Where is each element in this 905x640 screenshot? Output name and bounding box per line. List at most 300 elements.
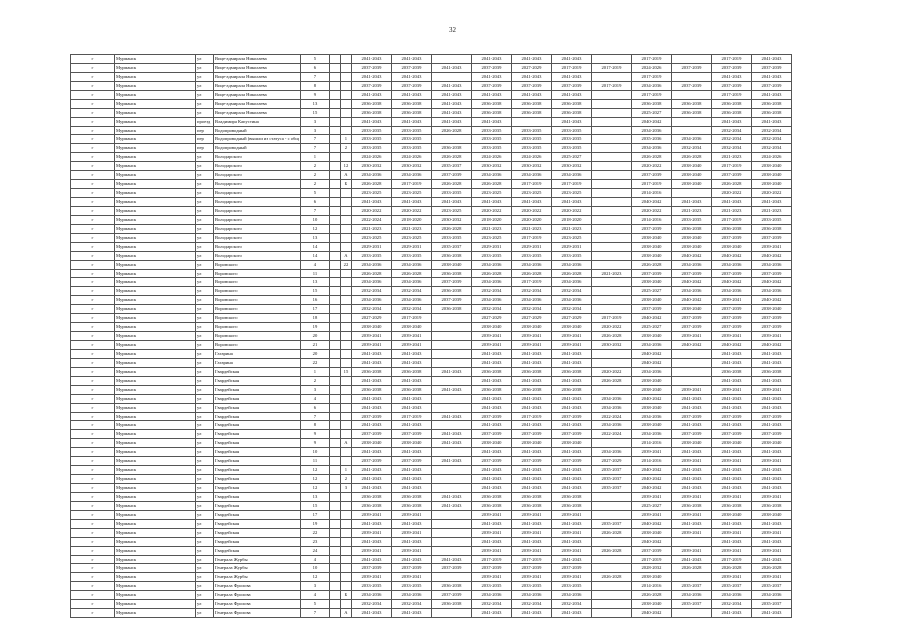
table-cell: г xyxy=(71,394,115,403)
table-cell: 2033-2035 xyxy=(551,582,591,591)
table-cell: 2034-2036 xyxy=(671,135,711,144)
table-cell: 2039-2041 xyxy=(671,528,711,537)
table-cell: 2038-2040 xyxy=(751,162,791,171)
table-cell xyxy=(431,135,471,144)
table-cell: 2038-2040 xyxy=(671,305,711,314)
table-cell: 2041-2043 xyxy=(511,349,551,358)
table-cell: 2038-2040 xyxy=(471,323,511,332)
table-cell: ул xyxy=(196,600,214,609)
table-cell: Мурманск xyxy=(115,439,196,448)
table-cell: г xyxy=(71,475,115,484)
table-cell: ул xyxy=(196,358,214,367)
table-cell: ул xyxy=(196,332,214,341)
table-cell: 2041-2043 xyxy=(351,117,391,126)
table-cell: 2038-2040 xyxy=(631,528,671,537)
table-cell: 2034-2036 xyxy=(631,341,671,350)
table-cell: Мурманск xyxy=(115,349,196,358)
table-cell: 2023-2025 xyxy=(351,233,391,242)
table-cell: 2039-2041 xyxy=(511,332,551,341)
table-cell: 2039-2041 xyxy=(751,242,791,251)
table-cell: Мурманск xyxy=(115,341,196,350)
table-cell: 2039-2041 xyxy=(711,296,751,305)
table-cell: 2026-2028 xyxy=(631,260,671,269)
table-cell: ул xyxy=(196,439,214,448)
table-cell: 2034-2036 xyxy=(671,591,711,600)
table-cell xyxy=(431,609,471,618)
table-row xyxy=(71,564,792,573)
table-cell: 2020-2022 xyxy=(631,162,671,171)
table-cell: 2021-2023 xyxy=(471,224,511,233)
table-cell: 12 xyxy=(340,162,351,171)
table-cell: Мурманск xyxy=(115,332,196,341)
table-cell: г xyxy=(71,537,115,546)
table-cell: 2036-2038 xyxy=(551,492,591,501)
table-cell: 2033-2035 xyxy=(351,135,391,144)
table-cell: ул xyxy=(196,296,214,305)
table-cell: ул xyxy=(196,108,214,117)
table-cell: Володарского xyxy=(214,251,301,260)
table-cell: 2034-2036 xyxy=(511,260,551,269)
table-cell: ул xyxy=(196,189,214,198)
table-cell: 2041-2043 xyxy=(751,358,791,367)
table-row xyxy=(71,528,792,537)
table-cell: 1 xyxy=(300,367,329,376)
table-cell: г xyxy=(71,215,115,224)
table-cell: 2036-2038 xyxy=(671,99,711,108)
table-cell: Володарского xyxy=(214,162,301,171)
table-cell: 2037-2039 xyxy=(751,81,791,90)
table-cell: 2041-2043 xyxy=(391,376,431,385)
table-cell: 5 xyxy=(300,600,329,609)
table-cell: 2041-2043 xyxy=(551,475,591,484)
table-cell xyxy=(340,90,351,99)
table-cell: 2041-2043 xyxy=(431,385,471,394)
table-cell: 2041-2043 xyxy=(671,198,711,207)
table-cell: 2039-2041 xyxy=(471,510,511,519)
table-cell xyxy=(340,233,351,242)
table-cell: г xyxy=(71,591,115,600)
table-cell: 2037-2039 xyxy=(551,81,591,90)
table-row xyxy=(71,582,792,591)
table-cell: 2041-2043 xyxy=(511,537,551,546)
table-cell: Воровского xyxy=(214,278,301,287)
table-cell: Генерала Фролова xyxy=(214,582,301,591)
table-cell: 2038-2040 xyxy=(511,439,551,448)
table-cell xyxy=(340,394,351,403)
table-cell: 2034-2036 xyxy=(711,260,751,269)
table-cell: Мурманск xyxy=(115,305,196,314)
table-cell: 2023-2025 xyxy=(471,189,511,198)
table-cell: Володарского xyxy=(214,171,301,180)
table-cell: ул xyxy=(196,90,214,99)
table-cell xyxy=(329,233,340,242)
table-cell: 2037-2039 xyxy=(391,81,431,90)
table-cell: 2041-2043 xyxy=(551,358,591,367)
table-row xyxy=(71,555,792,564)
table-cell: Мурманск xyxy=(115,260,196,269)
table-cell: 2037-2039 xyxy=(351,430,391,439)
table-cell xyxy=(340,99,351,108)
table-cell: ул xyxy=(196,55,214,64)
table-cell: 20 xyxy=(300,332,329,341)
table-cell xyxy=(329,600,340,609)
table-cell: 2041-2043 xyxy=(671,484,711,493)
table-cell: 2041-2043 xyxy=(391,403,431,412)
table-cell: 2032-2034 xyxy=(711,144,751,153)
table-cell xyxy=(329,582,340,591)
table-cell: 2038-2040 xyxy=(631,376,671,385)
table-row xyxy=(71,135,792,144)
table-cell xyxy=(591,609,631,618)
table-cell: 2039-2041 xyxy=(751,332,791,341)
table-cell xyxy=(329,466,340,475)
table-cell: 2039-2041 xyxy=(711,546,751,555)
table-cell: Володарского xyxy=(214,153,301,162)
table-cell: Володарского xyxy=(214,215,301,224)
table-cell: 2033-2035 xyxy=(751,215,791,224)
table-cell: 2027-2029 xyxy=(471,314,511,323)
table-cell: 2041-2043 xyxy=(711,475,751,484)
table-cell: 2032-2034 xyxy=(551,287,591,296)
table-cell: г xyxy=(71,555,115,564)
table-cell: 2026-2028 xyxy=(511,269,551,278)
table-row xyxy=(71,198,792,207)
table-cell: Воровского xyxy=(214,296,301,305)
table-cell: 2017-2019 xyxy=(391,180,431,189)
table-cell: 2017-2019 xyxy=(711,55,751,64)
table-cell: 2037-2039 xyxy=(751,430,791,439)
table-cell: 2041-2043 xyxy=(751,198,791,207)
table-cell xyxy=(340,403,351,412)
table-cell xyxy=(591,180,631,189)
table-cell: Гвардейская xyxy=(214,367,301,376)
table-cell: Гвардейская xyxy=(214,376,301,385)
table-cell: Воровского xyxy=(214,287,301,296)
table-cell: 2032-2034 xyxy=(351,305,391,314)
table-cell: Мурманск xyxy=(115,162,196,171)
table-cell: 2032-2034 xyxy=(751,126,791,135)
table-cell: 18 xyxy=(300,314,329,323)
table-cell: 2026-2028 xyxy=(631,591,671,600)
table-cell: г xyxy=(71,90,115,99)
table-cell: 2041-2043 xyxy=(751,90,791,99)
table-cell: 2014-2016 xyxy=(631,189,671,198)
table-cell: 2038-2040 xyxy=(671,439,711,448)
table-row xyxy=(71,466,792,475)
table-row xyxy=(71,305,792,314)
table-cell: 2034-2036 xyxy=(631,144,671,153)
table-cell: 2041-2043 xyxy=(391,117,431,126)
table-cell: Мурманск xyxy=(115,144,196,153)
table-cell: 2040-2042 xyxy=(751,251,791,260)
table-cell: 2014-2016 xyxy=(631,439,671,448)
table-cell: 2040-2042 xyxy=(631,537,671,546)
table-cell: 2041-2043 xyxy=(391,484,431,493)
table-cell: Мурманск xyxy=(115,233,196,242)
table-cell: 2040-2042 xyxy=(751,341,791,350)
table-cell: 2041-2043 xyxy=(391,555,431,564)
table-cell: Мурманск xyxy=(115,430,196,439)
table-cell: 2024-2026 xyxy=(751,153,791,162)
table-cell: 2017-2019 xyxy=(551,180,591,189)
table-cell: 2030-2032 xyxy=(431,215,471,224)
table-cell: 2017-2019 xyxy=(711,215,751,224)
table-cell: Мурманск xyxy=(115,189,196,198)
table-cell: 20 xyxy=(300,349,329,358)
table-cell: Гвардейская xyxy=(214,421,301,430)
table-cell: 2020-2022 xyxy=(711,189,751,198)
table-cell: 2022-2024 xyxy=(591,430,631,439)
table-cell: 2036-2038 xyxy=(431,600,471,609)
table-cell xyxy=(329,278,340,287)
table-cell: 2020-2022 xyxy=(591,323,631,332)
table-cell: Мурманск xyxy=(115,108,196,117)
table-cell: 2037-2039 xyxy=(391,430,431,439)
table-cell: 2038-2040 xyxy=(671,171,711,180)
table-cell: ул xyxy=(196,341,214,350)
table-cell: Генерала Журбы xyxy=(214,555,301,564)
table-cell: 2017-2019 xyxy=(631,555,671,564)
table-cell: Вице-адмирала Николаева xyxy=(214,99,301,108)
table-cell xyxy=(591,72,631,81)
table-cell xyxy=(329,341,340,350)
table-cell: ул xyxy=(196,546,214,555)
table-cell: 2040-2042 xyxy=(631,117,671,126)
table-cell: 2025-2027 xyxy=(551,153,591,162)
table-cell xyxy=(340,198,351,207)
table-cell xyxy=(591,591,631,600)
table-cell: 2037-2039 xyxy=(751,323,791,332)
table-cell: 2036-2038 xyxy=(431,287,471,296)
table-cell: 2040-2042 xyxy=(711,278,751,287)
table-cell: 2017-2019 xyxy=(591,63,631,72)
table-cell: 2036-2038 xyxy=(431,269,471,278)
table-cell: Гвардейская xyxy=(214,439,301,448)
table-cell: 22 xyxy=(340,260,351,269)
table-cell: г xyxy=(71,439,115,448)
table-cell: г xyxy=(71,492,115,501)
table-cell: 2026-2028 xyxy=(591,528,631,537)
table-cell: 2039-2041 xyxy=(551,332,591,341)
table-cell: 2039-2041 xyxy=(471,332,511,341)
table-cell: 2041-2043 xyxy=(751,537,791,546)
table-cell: Володарского xyxy=(214,206,301,215)
table-cell: ул xyxy=(196,171,214,180)
table-cell: 2026-2028 xyxy=(431,126,471,135)
table-cell xyxy=(340,573,351,582)
table-row xyxy=(71,367,792,376)
table-cell: г xyxy=(71,55,115,64)
table-cell: 2029-2031 xyxy=(511,242,551,251)
table-cell xyxy=(431,358,471,367)
table-cell: 2036-2038 xyxy=(551,108,591,117)
table-cell: г xyxy=(71,501,115,510)
table-cell: 2041-2043 xyxy=(471,394,511,403)
table-cell: Мурманск xyxy=(115,99,196,108)
table-cell xyxy=(340,81,351,90)
table-cell xyxy=(340,323,351,332)
table-cell xyxy=(329,117,340,126)
table-row xyxy=(71,501,792,510)
table-cell: 2036-2038 xyxy=(751,367,791,376)
table-cell: 13 xyxy=(300,492,329,501)
table-cell: 2021-2023 xyxy=(711,153,751,162)
table-cell: 2033-2035 xyxy=(671,215,711,224)
table-cell: 2032-2034 xyxy=(711,600,751,609)
table-cell: 2036-2038 xyxy=(711,99,751,108)
table-cell xyxy=(329,358,340,367)
table-cell: 3 xyxy=(300,582,329,591)
table-cell: Гвардейская xyxy=(214,466,301,475)
table-cell: Мурманск xyxy=(115,269,196,278)
table-cell xyxy=(329,135,340,144)
table-row xyxy=(71,153,792,162)
table-cell: 2041-2043 xyxy=(391,609,431,618)
table-cell: г xyxy=(71,99,115,108)
table-cell: ул xyxy=(196,573,214,582)
table-cell: 2021-2023 xyxy=(711,206,751,215)
table-cell: А xyxy=(340,171,351,180)
table-cell: 2037-2039 xyxy=(431,278,471,287)
table-cell: 2041-2043 xyxy=(751,403,791,412)
table-cell: 2038-2040 xyxy=(391,323,431,332)
table-cell: 2034-2036 xyxy=(391,260,431,269)
table-cell: 2037-2039 xyxy=(511,430,551,439)
table-cell: 2017-2019 xyxy=(391,412,431,421)
table-cell: 2 xyxy=(340,144,351,153)
table-cell: 2041-2043 xyxy=(471,55,511,64)
table-cell: 7 xyxy=(300,135,329,144)
table-cell: 2041-2043 xyxy=(351,394,391,403)
table-cell: Воровского xyxy=(214,332,301,341)
table-cell: Б xyxy=(340,591,351,600)
table-cell: г xyxy=(71,358,115,367)
table-cell: Гагарина xyxy=(214,349,301,358)
table-cell xyxy=(329,501,340,510)
table-cell: г xyxy=(71,278,115,287)
table-cell xyxy=(329,519,340,528)
table-cell: 2041-2043 xyxy=(551,555,591,564)
table-cell: Мурманск xyxy=(115,528,196,537)
table-cell: 2041-2043 xyxy=(551,519,591,528)
table-cell: 9 xyxy=(300,430,329,439)
table-cell: 2033-2035 xyxy=(511,126,551,135)
table-cell: 15 xyxy=(340,367,351,376)
table-cell: 2032-2034 xyxy=(511,287,551,296)
table-cell: 15 xyxy=(300,287,329,296)
table-cell: 2039-2041 xyxy=(711,457,751,466)
table-cell: 3 xyxy=(300,117,329,126)
table-cell: 2017-2019 xyxy=(591,81,631,90)
table-cell: 2036-2038 xyxy=(551,501,591,510)
table-cell: Мурманск xyxy=(115,126,196,135)
table-cell: Мурманск xyxy=(115,466,196,475)
table-cell: ул xyxy=(196,519,214,528)
table-cell: 2040-2042 xyxy=(631,394,671,403)
table-cell: 2034-2036 xyxy=(391,591,431,600)
table-cell xyxy=(431,394,471,403)
table-cell: 2033-2035 xyxy=(351,251,391,260)
table-cell: 2036-2038 xyxy=(391,99,431,108)
table-cell: 2041-2043 xyxy=(471,475,511,484)
table-cell: 2041-2043 xyxy=(751,394,791,403)
table-cell: 2041-2043 xyxy=(431,492,471,501)
table-cell xyxy=(329,251,340,260)
table-cell: 2029-2031 xyxy=(391,242,431,251)
table-cell: 2039-2041 xyxy=(671,510,711,519)
table-cell: 2039-2041 xyxy=(351,528,391,537)
table-cell xyxy=(591,278,631,287)
table-cell: 2034-2036 xyxy=(751,260,791,269)
table-cell: 2037-2039 xyxy=(471,412,511,421)
table-cell: 2040-2042 xyxy=(671,251,711,260)
table-cell: Мурманск xyxy=(115,358,196,367)
table-cell: 2040-2042 xyxy=(711,251,751,260)
table-cell: 2041-2043 xyxy=(751,421,791,430)
table-cell: 2039-2041 xyxy=(671,492,711,501)
table-cell: 24 xyxy=(300,546,329,555)
table-cell: 2026-2028 xyxy=(591,573,631,582)
table-cell: 2041-2043 xyxy=(711,117,751,126)
table-cell: 2041-2043 xyxy=(471,198,511,207)
table-cell: 2038-2040 xyxy=(751,439,791,448)
table-cell: 2035-2037 xyxy=(751,582,791,591)
table-cell: Мурманск xyxy=(115,81,196,90)
table-cell: 2041-2043 xyxy=(471,90,511,99)
table-cell: 2041-2043 xyxy=(711,609,751,618)
table-cell: А xyxy=(340,609,351,618)
table-cell xyxy=(340,63,351,72)
table-cell: 3 xyxy=(300,126,329,135)
table-cell xyxy=(340,153,351,162)
table-cell: г xyxy=(71,135,115,144)
table-cell: 2034-2036 xyxy=(351,260,391,269)
table-cell: 2034-2036 xyxy=(351,591,391,600)
table-cell: 21 xyxy=(300,341,329,350)
table-row xyxy=(71,108,792,117)
table-cell: 2023-2025 xyxy=(471,233,511,242)
table-row xyxy=(71,260,792,269)
table-cell: 2030-2032 xyxy=(551,162,591,171)
table-row xyxy=(71,251,792,260)
table-cell xyxy=(329,492,340,501)
table-cell: 2039-2041 xyxy=(631,492,671,501)
table-cell: 2039-2041 xyxy=(391,510,431,519)
table-cell xyxy=(329,376,340,385)
table-cell: 2033-2035 xyxy=(431,189,471,198)
table-row xyxy=(71,117,792,126)
table-cell: 1 xyxy=(340,466,351,475)
table-cell: 2032-2034 xyxy=(671,144,711,153)
table-cell: Мурманск xyxy=(115,484,196,493)
table-cell: 2038-2040 xyxy=(671,233,711,242)
table-cell xyxy=(329,296,340,305)
table-cell: ул xyxy=(196,367,214,376)
table-cell: Володарского xyxy=(214,198,301,207)
table-cell: 2034-2036 xyxy=(631,81,671,90)
table-cell: 2039-2041 xyxy=(511,510,551,519)
table-cell: 2038-2040 xyxy=(711,510,751,519)
table-cell xyxy=(329,394,340,403)
table-cell xyxy=(329,260,340,269)
table-cell: 2033-2035 xyxy=(511,144,551,153)
table-cell: 2041-2043 xyxy=(751,117,791,126)
table-cell: 2014-2016 xyxy=(631,215,671,224)
table-cell: 2023-2025 xyxy=(551,189,591,198)
table-cell: ул xyxy=(196,609,214,618)
table-cell xyxy=(329,72,340,81)
table-cell: 2034-2036 xyxy=(551,591,591,600)
